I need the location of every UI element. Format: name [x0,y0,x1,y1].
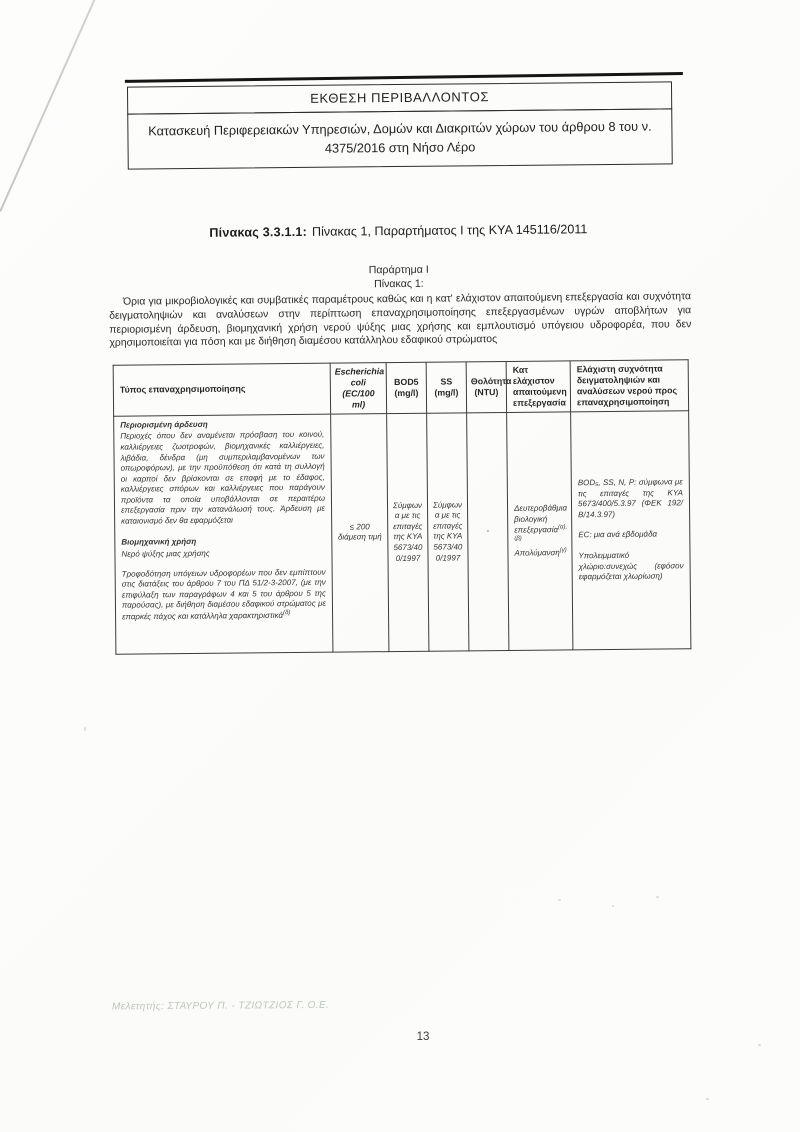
report-header [127,81,673,169]
treatment-disinfection-body: Απολύμανση [514,547,560,558]
cell-reuse-type [114,414,333,654]
scan-speck [706,1098,709,1100]
intro-paragraph-text: Όρια για μικροβιολογικές και συμβατικές παραμέτρους καθώς και η κατ' ελάχιστον απαιτούμενη επεξεργασία και συχνότητα δειγματοληψιών και αναλύσεων στην περίπτωση επαναχρησιμοποίησης επεξεργασμένων υγρών αποβλήτων για περιορισμένη άρδευση, βιομηχανική χρήση νερού ψύξης μιας χρήσης και εμπλουτισμό υπόγειου υδροφορέα, που δεν χρησιμοποιείται για πόση και με διήθηση διαμέσου κατάλληλου εδαφικού στρώματος [109,291,692,350]
frequency-bod-text: BOD₅, SS, N, P: σύμφωνα με τις επιταγές της ΚΥΑ 5673/400/5.3.97 (ΦΕΚ 192/Β/14.3.97) [577,477,684,520]
annex-line2: Πίνακας 1: [374,277,424,291]
intro-paragraph [109,290,692,351]
col-header-bod5 [386,362,426,413]
reuse-type-aquifer-text-body: Τροφοδότηση υπόγειων υδροφορέων που δεν εμπίπτουν στις διατάξεις του άρθρου 7 του ΠΔ 51/2-3-2007, (με την επιφύλαξη των παραγράφων 4 και 5 του άρθρου 5 της παρούσας), με διήθηση διαμέσου εδαφικού στρώματος με επαρκές πάχος και κατάλληλα χαρακτηριστικά [121,567,326,622]
col-header-min-treatment [506,361,570,413]
report-title-text: ΕΚΘΕΣΗ ΠΕΡΙΒΑΛΛΟΝΤΟΣ [310,89,490,106]
table-caption-number: Πίνακας 3.3.1.1: [209,224,308,240]
col-header-ecoli-label: Escherichia coli (EC/100 ml) [334,366,385,410]
table-data-row [114,411,691,655]
cell-ss-limit: Σύμφωνα με τις επιταγές της ΚΥΑ 5673/400/1997 [427,413,469,651]
col-header-turbidity [466,361,512,412]
project-subtitle-line2: 4375/2016 στη Νήσο Λέρο [324,138,476,156]
project-subtitle-line1: Κατασκευή Περιφερειακών Υπηρεσιών, Δομών και Διακριτών χώρων του άρθρου 8 του ν. [148,118,652,138]
cell-bod5-limit: Σύμφωνα με τις επιταγές της ΚΥΑ 5673/400/1997 [387,413,429,651]
treatment-disinfection-text [514,547,567,559]
col-header-min-treatment-label: Κατ ελάχιστον απαιτούμενη επεξεργασία [512,364,567,408]
table-caption-text: Πίνακας 1, Παραρτήματος Ι της ΚΥΑ 145116/2011 [311,222,588,239]
table-header-row [113,360,688,416]
reuse-type-aquifer-text [122,567,327,622]
cell-turbidity-limit: - [467,412,509,650]
treatment-secondary-text [514,503,567,547]
col-header-ss-label: SS (mg/l) [434,376,459,398]
col-header-sampling-frequency [570,360,688,412]
project-subtitle [127,108,673,170]
scan-speck [612,905,614,907]
col-header-ss [426,362,466,413]
col-header-reuse-type-label: Τύπος επαναχρησιμοποίησης [119,383,246,396]
col-header-ecoli [330,363,386,414]
table-caption [0,220,798,242]
footer-author: Μελετητής: ΣΤΑΥΡΟΥ Π. - ΤΖΙΩΤΖΙΟΣ Γ. Ο.Ε. [111,999,330,1013]
reuse-type-irrigation-text: Περιοχές όπου δεν αναμένεται πρόσβαση του κοινού, καλλιέργειες ζωοτροφών, βιομηχανικές καλλιέργειες, λιβάδια, δένδρα (μη συμπεριλαμβανομένων των οπωροφόρων), με την προϋπόθεση ότι κατά τη συλλογή οι καρποί δεν βρίσκονται σε επαφή με το έδαφος, καλλιέργειες σπόρων και καλλιέργειες που παράγουν προϊόντα τα οποία υποβάλλονται σε περαιτέρω επεξεργασία πριν την κατανάλωσή τους. Άρδευση με καταιονισμό δεν θα εφαρμόζεται [120,430,326,526]
scan-speck [558,899,561,901]
col-header-turbidity-label: Θολότητα (NTU) [470,375,512,398]
reuse-type-heading-industrial: Βιομηχανική χρήση [121,537,197,548]
frequency-ec-text: EC: μια ανά εβδομάδα [578,529,658,540]
cell-ecoli-limit: ≤ 200 διάμεση τιμή [331,414,389,653]
reuse-type-industrial-text: Νερό ψύξης μιας χρήσης [121,548,210,559]
annex-line1: Παράρτημα Ι [368,263,429,277]
cell-sampling-frequency [571,411,691,650]
col-header-reuse-type [113,363,330,416]
cell-min-treatment [507,412,573,651]
reuse-parameters-table [113,359,692,654]
footnote-ref-gamma: (γ) [559,546,567,554]
col-header-bod5-label: BOD5 (mg/l) [394,376,419,399]
col-header-sampling-frequency-label: Ελάχιστη συχνότητα δειγματοληψιών και αναλύσεων νερού προς επαναχρησιμοποίηση [576,363,678,408]
footnote-ref-delta: (δ) [283,609,291,616]
frequency-chlorine-text: Υπολειμματικό χλώριο:συνεχώς (εφόσον εφαρμόζεται χλωρίωση) [578,550,684,582]
treatment-secondary-body: Δευτεροβάθμια βιολογική επεξεργασία [514,503,568,535]
footnote-ref-alpha-beta: (α),(β) [514,524,568,543]
page-number: 13 [416,1031,430,1043]
reuse-type-heading-irrigation: Περιορισμένη άρδευση [120,419,208,430]
scan-speck [758,1044,761,1046]
